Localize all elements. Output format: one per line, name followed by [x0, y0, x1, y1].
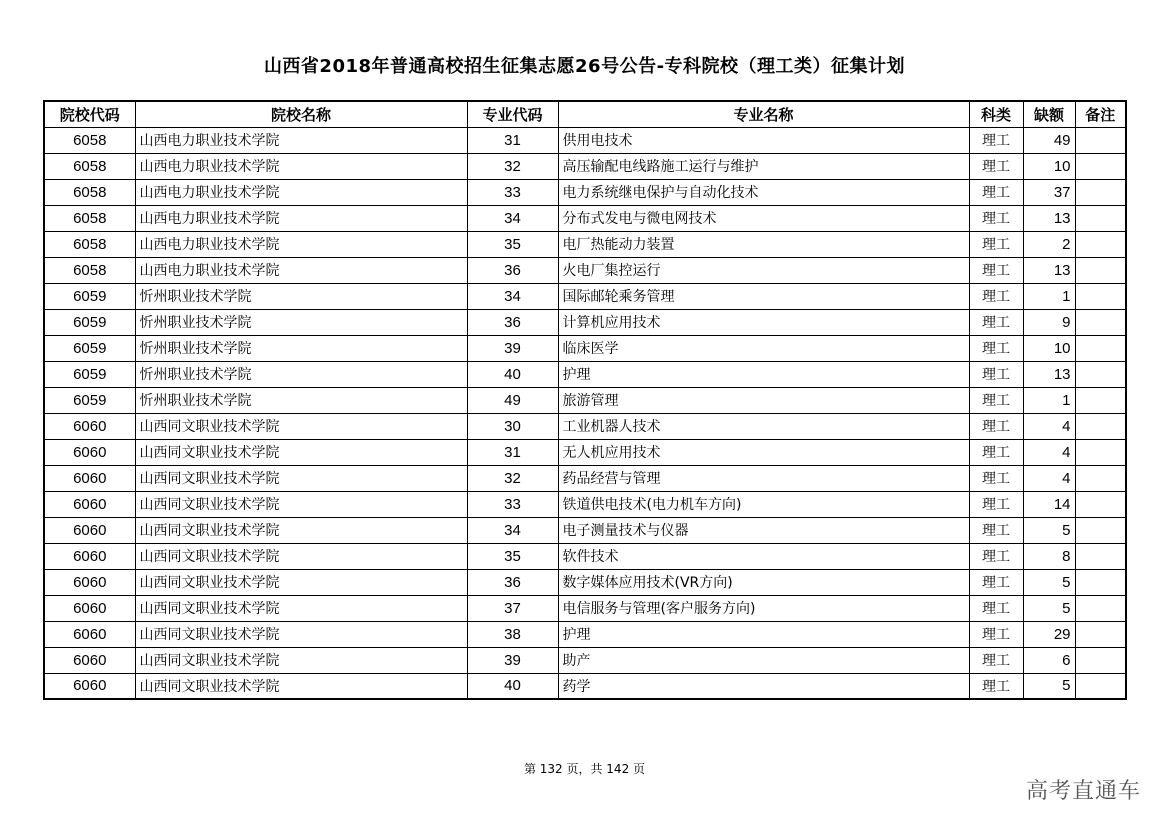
page-number: 第 132 页，共 142 页 — [523, 762, 646, 776]
cell-vacancy: 4 — [1023, 413, 1075, 439]
cell-vacancy: 49 — [1023, 127, 1075, 153]
cell-school-code: 6060 — [44, 621, 135, 647]
cell-category: 理工 — [969, 335, 1023, 361]
cell-school-name: 忻州职业技术学院 — [135, 309, 467, 335]
cell-major-name: 火电厂集控运行 — [558, 257, 969, 283]
cell-major-code: 39 — [467, 335, 558, 361]
table-row — [44, 179, 1126, 205]
cell-school-name: 忻州职业技术学院 — [135, 335, 467, 361]
cell-category: 理工 — [969, 205, 1023, 231]
cell-major-code: 39 — [467, 647, 558, 673]
cell-school-name: 山西同文职业技术学院 — [135, 621, 467, 647]
cell-school-code: 6058 — [44, 205, 135, 231]
cell-major-name: 计算机应用技术 — [558, 309, 969, 335]
cell-major-name: 电厂热能动力装置 — [558, 231, 969, 257]
cell-category: 理工 — [969, 465, 1023, 491]
enrollment-table — [43, 100, 1127, 700]
cell-vacancy: 2 — [1023, 231, 1075, 257]
cell-vacancy: 5 — [1023, 517, 1075, 543]
cell-category: 理工 — [969, 127, 1023, 153]
cell-major-code: 31 — [467, 127, 558, 153]
cell-school-name: 山西电力职业技术学院 — [135, 231, 467, 257]
cell-vacancy: 37 — [1023, 179, 1075, 205]
cell-major-code: 36 — [467, 569, 558, 595]
cell-category: 理工 — [969, 387, 1023, 413]
cell-vacancy: 9 — [1023, 309, 1075, 335]
cell-school-code: 6060 — [44, 439, 135, 465]
table-row — [44, 153, 1126, 179]
cell-major-name: 软件技术 — [558, 543, 969, 569]
cell-school-code: 6058 — [44, 153, 135, 179]
cell-school-name: 山西同文职业技术学院 — [135, 673, 467, 699]
watermark: 高考直通车 — [1025, 779, 1141, 804]
cell-vacancy: 1 — [1023, 283, 1075, 309]
cell-category: 理工 — [969, 361, 1023, 387]
cell-major-code: 34 — [467, 283, 558, 309]
table-row — [44, 283, 1126, 309]
cell-remarks — [1075, 465, 1126, 491]
cell-school-code: 6060 — [44, 491, 135, 517]
table-row — [44, 361, 1126, 387]
cell-remarks — [1075, 257, 1126, 283]
table-row — [44, 621, 1126, 647]
cell-major-code: 40 — [467, 361, 558, 387]
cell-school-code: 6060 — [44, 465, 135, 491]
cell-school-name: 山西同文职业技术学院 — [135, 439, 467, 465]
cell-school-name: 山西电力职业技术学院 — [135, 153, 467, 179]
cell-major-name: 高压输配电线路施工运行与维护 — [558, 153, 969, 179]
table-row — [44, 517, 1126, 543]
cell-school-name: 忻州职业技术学院 — [135, 387, 467, 413]
cell-remarks — [1075, 283, 1126, 309]
cell-vacancy: 4 — [1023, 439, 1075, 465]
header-school-name: 院校名称 — [135, 101, 467, 127]
cell-remarks — [1075, 153, 1126, 179]
cell-vacancy: 13 — [1023, 361, 1075, 387]
cell-school-name: 山西同文职业技术学院 — [135, 647, 467, 673]
cell-remarks — [1075, 491, 1126, 517]
cell-remarks — [1075, 413, 1126, 439]
cell-major-code: 33 — [467, 491, 558, 517]
cell-remarks — [1075, 231, 1126, 257]
table-row — [44, 387, 1126, 413]
table-row — [44, 127, 1126, 153]
cell-major-name: 无人机应用技术 — [558, 439, 969, 465]
cell-major-code: 36 — [467, 257, 558, 283]
cell-major-code: 31 — [467, 439, 558, 465]
cell-major-name: 供用电技术 — [558, 127, 969, 153]
cell-category: 理工 — [969, 595, 1023, 621]
cell-major-name: 国际邮轮乘务管理 — [558, 283, 969, 309]
cell-category: 理工 — [969, 673, 1023, 699]
cell-school-code: 6059 — [44, 335, 135, 361]
table-row — [44, 413, 1126, 439]
table-row — [44, 491, 1126, 517]
page-title: 山西省2018年普通高校招生征集志愿26号公告-专科院校（理工类）征集计划 — [263, 56, 906, 77]
cell-major-name: 分布式发电与微电网技术 — [558, 205, 969, 231]
cell-major-code: 49 — [467, 387, 558, 413]
cell-school-code: 6058 — [44, 257, 135, 283]
cell-major-name: 工业机器人技术 — [558, 413, 969, 439]
cell-major-name: 铁道供电技术(电力机车方向) — [558, 491, 969, 517]
cell-major-name: 电信服务与管理(客户服务方向) — [558, 595, 969, 621]
header-school-code: 院校代码 — [44, 101, 135, 127]
table-row — [44, 231, 1126, 257]
cell-remarks — [1075, 127, 1126, 153]
cell-school-code: 6060 — [44, 647, 135, 673]
cell-remarks — [1075, 439, 1126, 465]
table-header-row — [44, 101, 1126, 127]
cell-category: 理工 — [969, 517, 1023, 543]
cell-school-code: 6058 — [44, 231, 135, 257]
cell-school-name: 山西电力职业技术学院 — [135, 127, 467, 153]
cell-school-code: 6060 — [44, 543, 135, 569]
cell-vacancy: 10 — [1023, 153, 1075, 179]
cell-remarks — [1075, 179, 1126, 205]
header-category: 科类 — [969, 101, 1023, 127]
cell-major-name: 电力系统继电保护与自动化技术 — [558, 179, 969, 205]
cell-school-code: 6059 — [44, 283, 135, 309]
cell-school-name: 山西同文职业技术学院 — [135, 465, 467, 491]
cell-remarks — [1075, 309, 1126, 335]
cell-remarks — [1075, 569, 1126, 595]
cell-vacancy: 29 — [1023, 621, 1075, 647]
table-row — [44, 439, 1126, 465]
table-row — [44, 465, 1126, 491]
cell-vacancy: 5 — [1023, 595, 1075, 621]
cell-category: 理工 — [969, 179, 1023, 205]
cell-school-name: 山西同文职业技术学院 — [135, 543, 467, 569]
cell-major-code: 34 — [467, 205, 558, 231]
table-row — [44, 673, 1126, 699]
cell-remarks — [1075, 621, 1126, 647]
cell-vacancy: 14 — [1023, 491, 1075, 517]
cell-major-code: 37 — [467, 595, 558, 621]
table-row — [44, 595, 1126, 621]
table-row — [44, 205, 1126, 231]
table-row — [44, 335, 1126, 361]
cell-major-code: 32 — [467, 153, 558, 179]
cell-school-name: 山西电力职业技术学院 — [135, 179, 467, 205]
cell-remarks — [1075, 647, 1126, 673]
cell-vacancy: 13 — [1023, 205, 1075, 231]
cell-school-name: 忻州职业技术学院 — [135, 283, 467, 309]
cell-school-code: 6058 — [44, 179, 135, 205]
cell-category: 理工 — [969, 621, 1023, 647]
cell-school-code: 6060 — [44, 673, 135, 699]
cell-major-name: 药学 — [558, 673, 969, 699]
cell-category: 理工 — [969, 231, 1023, 257]
cell-major-name: 护理 — [558, 361, 969, 387]
cell-major-name: 电子测量技术与仪器 — [558, 517, 969, 543]
cell-vacancy: 5 — [1023, 569, 1075, 595]
cell-school-code: 6059 — [44, 361, 135, 387]
cell-remarks — [1075, 595, 1126, 621]
cell-school-name: 山西电力职业技术学院 — [135, 205, 467, 231]
cell-vacancy: 6 — [1023, 647, 1075, 673]
cell-major-code: 38 — [467, 621, 558, 647]
cell-category: 理工 — [969, 257, 1023, 283]
cell-remarks — [1075, 335, 1126, 361]
cell-major-code: 36 — [467, 309, 558, 335]
cell-vacancy: 1 — [1023, 387, 1075, 413]
cell-remarks — [1075, 361, 1126, 387]
cell-major-name: 旅游管理 — [558, 387, 969, 413]
cell-school-code: 6060 — [44, 413, 135, 439]
cell-major-code: 33 — [467, 179, 558, 205]
table-row — [44, 543, 1126, 569]
cell-school-name: 山西同文职业技术学院 — [135, 491, 467, 517]
cell-remarks — [1075, 387, 1126, 413]
cell-school-code: 6059 — [44, 387, 135, 413]
cell-remarks — [1075, 517, 1126, 543]
cell-school-code: 6060 — [44, 569, 135, 595]
cell-school-code: 6058 — [44, 127, 135, 153]
cell-category: 理工 — [969, 413, 1023, 439]
cell-school-name: 忻州职业技术学院 — [135, 361, 467, 387]
cell-category: 理工 — [969, 491, 1023, 517]
cell-major-code: 34 — [467, 517, 558, 543]
cell-school-name: 山西电力职业技术学院 — [135, 257, 467, 283]
cell-category: 理工 — [969, 309, 1023, 335]
header-remarks: 备注 — [1075, 101, 1126, 127]
cell-school-name: 山西同文职业技术学院 — [135, 517, 467, 543]
cell-category: 理工 — [969, 543, 1023, 569]
cell-major-code: 35 — [467, 543, 558, 569]
cell-major-name: 临床医学 — [558, 335, 969, 361]
cell-school-code: 6060 — [44, 517, 135, 543]
cell-vacancy: 13 — [1023, 257, 1075, 283]
cell-school-name: 山西同文职业技术学院 — [135, 569, 467, 595]
cell-school-code: 6060 — [44, 595, 135, 621]
cell-remarks — [1075, 205, 1126, 231]
cell-school-name: 山西同文职业技术学院 — [135, 413, 467, 439]
cell-remarks — [1075, 543, 1126, 569]
cell-major-name: 药品经营与管理 — [558, 465, 969, 491]
header-major-name: 专业名称 — [558, 101, 969, 127]
table-row — [44, 647, 1126, 673]
table-row — [44, 569, 1126, 595]
header-vacancy: 缺额 — [1023, 101, 1075, 127]
cell-vacancy: 10 — [1023, 335, 1075, 361]
cell-vacancy: 8 — [1023, 543, 1075, 569]
cell-category: 理工 — [969, 283, 1023, 309]
header-major-code: 专业代码 — [467, 101, 558, 127]
cell-major-name: 数字媒体应用技术(VR方向) — [558, 569, 969, 595]
cell-vacancy: 5 — [1023, 673, 1075, 699]
cell-category: 理工 — [969, 153, 1023, 179]
cell-major-code: 32 — [467, 465, 558, 491]
cell-major-code: 35 — [467, 231, 558, 257]
cell-category: 理工 — [969, 439, 1023, 465]
table-row — [44, 309, 1126, 335]
cell-remarks — [1075, 673, 1126, 699]
cell-category: 理工 — [969, 647, 1023, 673]
table-row — [44, 257, 1126, 283]
cell-major-name: 护理 — [558, 621, 969, 647]
cell-school-code: 6059 — [44, 309, 135, 335]
cell-major-code: 40 — [467, 673, 558, 699]
cell-school-name: 山西同文职业技术学院 — [135, 595, 467, 621]
cell-category: 理工 — [969, 569, 1023, 595]
cell-vacancy: 4 — [1023, 465, 1075, 491]
cell-major-name: 助产 — [558, 647, 969, 673]
cell-major-code: 30 — [467, 413, 558, 439]
